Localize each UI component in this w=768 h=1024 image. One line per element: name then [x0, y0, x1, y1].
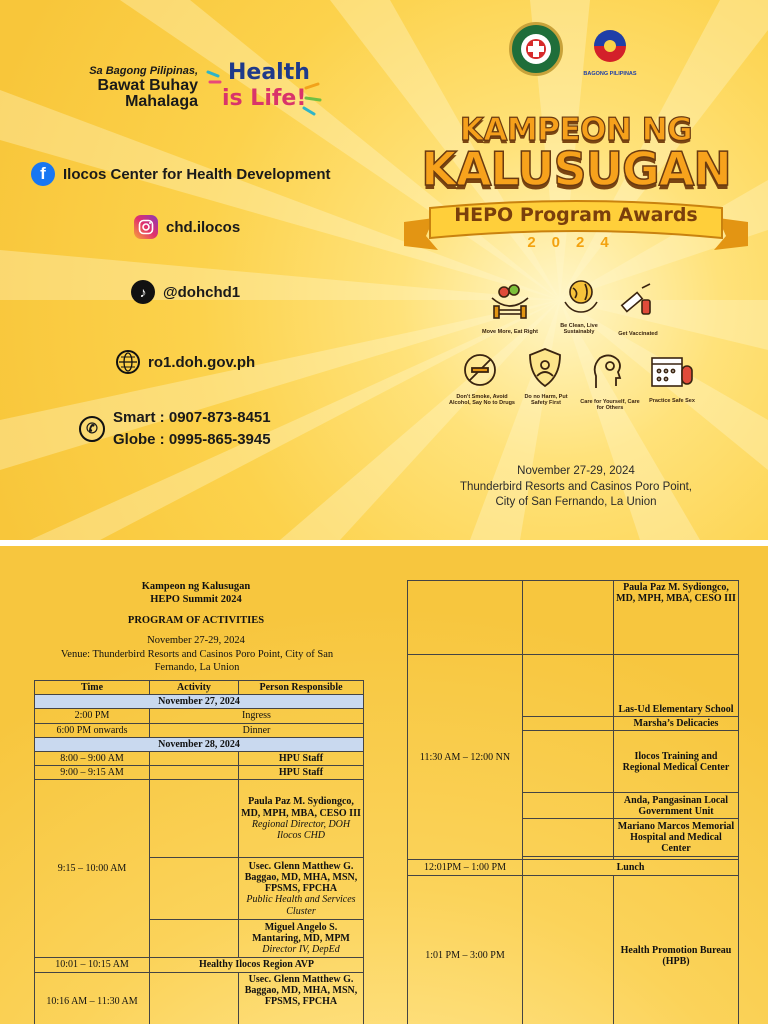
- globe-hands-icon: [561, 276, 601, 316]
- program-venue: Venue: Thunderbird Resorts and Casinos Poro Point, City of San Fernando, La Union: [60, 649, 334, 674]
- program-label: Get Vaccinated: [618, 331, 658, 337]
- time-cell: 9:15 – 10:00 AM: [35, 780, 150, 958]
- person-cell: Ilocos Training and Regional Medical Center: [614, 731, 739, 793]
- activity-cell: [150, 972, 239, 1024]
- instagram-icon: [134, 215, 158, 239]
- activity-cell: [523, 793, 614, 819]
- event-details: [440, 464, 712, 511]
- program-of-activities: PROGRAM OF ACTIVITIES: [127, 615, 265, 626]
- program-subtitle: HEPO Summit 2024: [150, 594, 242, 606]
- person-cell: Paula Paz M. Sydiongco, MD, MPH, MBA, CESO III: [614, 581, 739, 655]
- person-name: Paula Paz M. Sydiongco, MD, MPH, MBA, CESO III: [241, 796, 361, 819]
- person-cell: Mariano Marcos Memorial Hospital and Medical Center: [614, 819, 739, 857]
- instagram-contact[interactable]: [134, 215, 240, 239]
- dumbbell-food-icon: [488, 280, 532, 324]
- person-name: Usec. Glenn Matthew G. Baggao, MD, MHA, MSN, FPSMS, FPCHA: [244, 973, 358, 1007]
- no-smoking-icon: [460, 350, 500, 390]
- activity-cell: [150, 780, 239, 858]
- col-time: Time: [35, 681, 150, 695]
- activity-cell: Dinner: [150, 723, 364, 737]
- health-logo-line1: Health: [228, 60, 310, 85]
- time-cell: 6:00 PM onwards: [35, 723, 150, 737]
- program-title: Kampeon ng Kalusugan: [141, 581, 251, 592]
- slogan-line3: Mahalaga: [125, 93, 198, 111]
- activity-cell: [150, 920, 239, 958]
- time-cell: 1:01 PM – 3:00 PM: [408, 876, 523, 1024]
- time-cell: [408, 581, 523, 655]
- activity-cell: Healthy Ilocos Region AVP: [150, 958, 364, 972]
- head-mind-icon: [588, 350, 628, 394]
- facebook-contact[interactable]: [31, 162, 331, 186]
- website-label: ro1.doh.gov.ph: [148, 353, 256, 371]
- col-person: Person Responsible: [239, 681, 364, 695]
- schedule-table-right: [407, 580, 739, 1024]
- person-cell: [239, 858, 364, 920]
- activity-cell: [523, 581, 614, 655]
- bagong-pilipinas-text: BAGONG PILIPINAS: [583, 71, 637, 77]
- activity-cell: [150, 751, 239, 765]
- calendar-icon: [650, 352, 696, 392]
- event-venue-line2: City of San Fernando, La Union: [495, 496, 657, 509]
- time-cell: 8:00 – 9:00 AM: [35, 751, 150, 765]
- tiktok-label: @dohchd1: [163, 283, 241, 301]
- shield-icon: [525, 346, 565, 390]
- col-activity: Activity: [150, 681, 239, 695]
- tiktok-icon: ♪: [131, 280, 155, 304]
- slogan-line1: Sa Bagong Pilipinas,: [89, 65, 198, 77]
- event-title: [396, 112, 756, 196]
- activity-cell: [150, 766, 239, 780]
- health-logo-line2: is Life!: [222, 86, 307, 111]
- person-name: Miguel Angelo S. Mantaring, MD, MPM: [252, 922, 350, 945]
- time-cell: 12:01PM – 1:00 PM: [408, 860, 523, 876]
- activity-cell: [523, 876, 614, 1024]
- syringe-icon: [616, 282, 656, 322]
- person-role: Public Health and Services Cluster: [246, 894, 356, 917]
- activity-cell: Ingress: [150, 709, 364, 723]
- person-cell: HPU Staff: [239, 766, 364, 780]
- schedule-table-left: [34, 680, 364, 1024]
- time-cell: 9:00 – 9:15 AM: [35, 766, 150, 780]
- doh-seal-logo: [509, 22, 563, 76]
- person-cell: [239, 780, 364, 858]
- activity-cell: [523, 819, 614, 857]
- slogan: [80, 66, 198, 111]
- time-cell: 10:01 – 10:15 AM: [35, 958, 150, 972]
- smart-number: Smart : 0907-873-8451: [113, 409, 271, 426]
- event-venue-line1: Thunderbird Resorts and Casinos Poro Point,: [459, 480, 693, 493]
- program-header-title: [40, 580, 352, 606]
- person-name: Usec. Glenn Matthew G. Baggao, MD, MHA, MSN, FPSMS, FPCHA: [244, 860, 358, 895]
- tiktok-contact[interactable]: [131, 280, 240, 304]
- person-cell: Las-Ud Elementary School: [614, 655, 739, 717]
- time-cell: 2:00 PM: [35, 709, 150, 723]
- program-page: [0, 546, 768, 1024]
- event-dates: November 27-29, 2024: [517, 465, 635, 477]
- person-cell: Anda, Pangasinan Local Government Unit: [614, 793, 739, 819]
- time-cell: 11:30 AM – 12:00 NN: [408, 655, 523, 860]
- activity-cell: [523, 655, 614, 717]
- activity-cell: [523, 717, 614, 731]
- bagong-pilipinas-logo: [585, 24, 635, 70]
- instagram-label: chd.ilocos: [166, 218, 241, 236]
- program-dates: November 27-29, 2024: [147, 635, 245, 646]
- person-role: Director IV, DepEd: [262, 944, 340, 956]
- date-row: November 27, 2024: [35, 695, 364, 709]
- program-label: Don't Smoke, Avoid Alcohol, Say No to Drugs: [448, 394, 515, 407]
- award-year: 2024: [527, 234, 625, 251]
- globe-icon: [116, 350, 140, 374]
- phone-contact[interactable]: [79, 407, 271, 451]
- title-line1: KAMPEON NG: [459, 112, 693, 148]
- website-contact[interactable]: [116, 350, 255, 374]
- title-line2: KALUSUGAN: [421, 142, 731, 196]
- time-cell: 10:16 AM – 11:30 AM: [35, 972, 150, 1024]
- program-label: Do no Harm, Put Safety First: [524, 394, 568, 407]
- person-cell: [239, 920, 364, 958]
- program-label: Be Clean, Live Sustainably: [560, 323, 598, 336]
- ribbon-text: HEPO Program Awards: [454, 204, 698, 226]
- activity-cell: [523, 731, 614, 793]
- program-label: Practice Safe Sex: [649, 398, 695, 404]
- person-cell: HPU Staff: [239, 751, 364, 765]
- date-row: November 28, 2024: [35, 737, 364, 751]
- health-is-life-logo: [206, 58, 324, 122]
- activity-cell: [150, 858, 239, 920]
- slogan-line2: Bawat Buhay: [97, 76, 198, 94]
- program-label: Move More, Eat Right: [482, 329, 538, 335]
- facebook-icon: f: [31, 162, 55, 186]
- activity-cell: Lunch: [523, 860, 739, 876]
- globe-number: Globe : 0995-865-3945: [113, 430, 271, 448]
- program-label: Care for Yourself, Care for Others: [580, 399, 640, 412]
- phone-icon: ✆: [79, 416, 105, 442]
- person-cell: [239, 972, 364, 1024]
- person-cell: Marsha’s Delicacies: [614, 717, 739, 731]
- person-cell: Health Promotion Bureau (HPB): [614, 876, 739, 1024]
- facebook-label: Ilocos Center for Health Development: [63, 165, 331, 183]
- person-role: Regional Director, DOH Ilocos CHD: [251, 818, 351, 841]
